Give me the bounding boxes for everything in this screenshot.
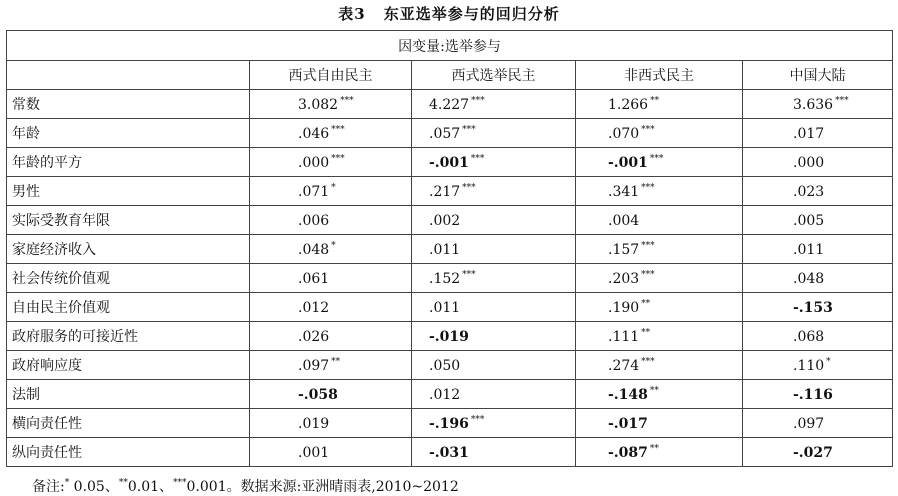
coefficient-value: -.153 bbox=[793, 299, 833, 316]
coefficient-cell bbox=[576, 409, 743, 438]
coefficient-value: 1.266 bbox=[608, 96, 649, 113]
table-row bbox=[7, 206, 893, 235]
row-label: 自由民主价值观 bbox=[7, 293, 250, 322]
table-row bbox=[7, 119, 893, 148]
significance-stars: ** bbox=[641, 327, 651, 338]
table-row bbox=[7, 148, 893, 177]
column-header: 非西式民主 bbox=[576, 61, 743, 90]
column-header: 中国大陆 bbox=[743, 61, 893, 90]
coefficient-value: .004 bbox=[608, 212, 640, 229]
row-label: 社会传统价值观 bbox=[7, 264, 250, 293]
coefficient-value: 4.227 bbox=[429, 96, 470, 113]
coefficient-cell bbox=[743, 322, 893, 351]
table-body bbox=[7, 31, 893, 467]
coefficient-cell bbox=[743, 380, 893, 409]
coefficient-cell bbox=[412, 322, 576, 351]
coefficient-value: .001 bbox=[298, 444, 330, 461]
column-header: 西式自由民主 bbox=[250, 61, 412, 90]
table-row bbox=[7, 177, 893, 206]
coefficient-value: .097 bbox=[793, 415, 825, 432]
coefficient-cell bbox=[250, 380, 412, 409]
coefficient-value: .006 bbox=[298, 212, 330, 229]
coefficient-value: .019 bbox=[298, 415, 330, 432]
coefficient-value: .048 bbox=[298, 241, 330, 258]
coefficient-cell bbox=[743, 90, 893, 119]
coefficient-cell bbox=[576, 206, 743, 235]
coefficient-value: -.001 bbox=[608, 154, 648, 171]
coefficient-value: -.196 bbox=[429, 415, 469, 432]
dependent-variable-row bbox=[7, 31, 893, 61]
coefficient-value: .274 bbox=[608, 357, 640, 374]
significance-stars: ** bbox=[650, 95, 660, 106]
row-label: 常数 bbox=[7, 90, 250, 119]
coefficient-value: .071 bbox=[298, 183, 330, 200]
coefficient-value: .152 bbox=[429, 270, 461, 287]
significance-stars: * bbox=[331, 240, 336, 251]
dependent-variable-cell: 因变量:选举参与 bbox=[7, 31, 893, 61]
table-row bbox=[7, 293, 893, 322]
coefficient-value: .011 bbox=[793, 241, 825, 258]
coefficient-cell bbox=[743, 438, 893, 467]
coefficient-value: .012 bbox=[429, 386, 461, 403]
coefficient-cell bbox=[576, 322, 743, 351]
coefficient-cell bbox=[412, 380, 576, 409]
coefficient-cell bbox=[743, 264, 893, 293]
column-header-row bbox=[7, 61, 893, 90]
significance-stars: *** bbox=[835, 95, 849, 106]
note-value-1: 0.05、 bbox=[69, 479, 119, 495]
row-label: 年龄的平方 bbox=[7, 148, 250, 177]
coefficient-value: .011 bbox=[429, 299, 461, 316]
coefficient-value: .050 bbox=[429, 357, 461, 374]
coefficient-cell bbox=[576, 264, 743, 293]
coefficient-cell bbox=[743, 177, 893, 206]
coefficient-value: -.058 bbox=[298, 386, 338, 403]
significance-stars: ** bbox=[649, 443, 659, 454]
coefficient-value: .110 bbox=[793, 357, 825, 374]
coefficient-cell bbox=[250, 409, 412, 438]
coefficient-cell bbox=[250, 322, 412, 351]
coefficient-value: .061 bbox=[298, 270, 330, 287]
note-star-3: *** bbox=[173, 478, 187, 488]
table-row bbox=[7, 380, 893, 409]
coefficient-cell bbox=[250, 206, 412, 235]
significance-stars: ** bbox=[649, 385, 659, 396]
coefficient-value: .026 bbox=[298, 328, 330, 345]
coefficient-value: -.017 bbox=[608, 415, 648, 432]
coefficient-cell bbox=[576, 119, 743, 148]
coefficient-value: .023 bbox=[793, 183, 825, 200]
coefficient-value: .017 bbox=[793, 125, 825, 142]
coefficient-cell bbox=[412, 351, 576, 380]
coefficient-cell bbox=[412, 264, 576, 293]
note-value-3: 0.001。数据来源:亚洲晴雨表,2010~2012 bbox=[186, 479, 459, 495]
significance-stars: *** bbox=[462, 182, 476, 193]
coefficient-cell bbox=[250, 177, 412, 206]
coefficient-value: .048 bbox=[793, 270, 825, 287]
coefficient-value: .203 bbox=[608, 270, 640, 287]
table-row bbox=[7, 351, 893, 380]
coefficient-cell bbox=[743, 351, 893, 380]
coefficient-value: -.087 bbox=[608, 444, 648, 461]
significance-stars: * bbox=[331, 182, 336, 193]
coefficient-cell bbox=[412, 119, 576, 148]
coefficient-value: .190 bbox=[608, 299, 640, 316]
coefficient-value: .005 bbox=[793, 212, 825, 229]
coefficient-cell bbox=[250, 293, 412, 322]
coefficient-value: -.148 bbox=[608, 386, 648, 403]
coefficient-cell bbox=[576, 351, 743, 380]
coefficient-value: .070 bbox=[608, 125, 640, 142]
coefficient-cell bbox=[412, 177, 576, 206]
table-title-text: 东亚选举参与的回归分析 bbox=[383, 5, 560, 23]
significance-stars: *** bbox=[641, 269, 655, 280]
significance-stars: *** bbox=[641, 182, 655, 193]
coefficient-cell bbox=[250, 235, 412, 264]
coefficient-cell bbox=[412, 409, 576, 438]
coefficient-value: .012 bbox=[298, 299, 330, 316]
note-value-2: 0.01、 bbox=[127, 479, 174, 495]
coefficient-cell bbox=[250, 148, 412, 177]
coefficient-value: .217 bbox=[429, 183, 461, 200]
significance-stars: * bbox=[826, 356, 831, 367]
coefficient-value: .000 bbox=[298, 154, 330, 171]
significance-stars: *** bbox=[470, 153, 485, 164]
coefficient-cell bbox=[576, 293, 743, 322]
significance-stars: *** bbox=[471, 95, 485, 106]
coefficient-value: .011 bbox=[429, 241, 461, 258]
table-number: 表3 bbox=[338, 5, 366, 23]
table-row bbox=[7, 264, 893, 293]
coefficient-value: .097 bbox=[298, 357, 330, 374]
column-header: 西式选举民主 bbox=[412, 61, 576, 90]
coefficient-value: 3.636 bbox=[793, 96, 834, 113]
coefficient-cell bbox=[412, 148, 576, 177]
coefficient-value: .341 bbox=[608, 183, 640, 200]
row-label: 政府服务的可接近性 bbox=[7, 322, 250, 351]
coefficient-cell bbox=[250, 90, 412, 119]
row-label: 法制 bbox=[7, 380, 250, 409]
row-label: 实际受教育年限 bbox=[7, 206, 250, 235]
coefficient-cell bbox=[250, 351, 412, 380]
coefficient-cell bbox=[412, 293, 576, 322]
note-star-1: * bbox=[64, 478, 70, 488]
coefficient-value: .111 bbox=[608, 328, 640, 345]
significance-stars: *** bbox=[641, 240, 655, 251]
coefficient-cell bbox=[576, 235, 743, 264]
coefficient-value: -.116 bbox=[793, 386, 833, 403]
coefficient-value: .157 bbox=[608, 241, 640, 258]
coefficient-cell bbox=[250, 264, 412, 293]
table-row bbox=[7, 235, 893, 264]
header-blank-cell bbox=[7, 61, 250, 90]
coefficient-cell bbox=[743, 293, 893, 322]
coefficient-cell bbox=[576, 90, 743, 119]
coefficient-value: -.031 bbox=[429, 444, 469, 461]
coefficient-cell bbox=[743, 409, 893, 438]
coefficient-cell bbox=[412, 206, 576, 235]
coefficient-value: 3.082 bbox=[298, 96, 339, 113]
significance-stars: *** bbox=[462, 124, 476, 135]
coefficient-cell bbox=[412, 90, 576, 119]
note-star-2: ** bbox=[118, 478, 128, 488]
significance-stars: *** bbox=[462, 269, 476, 280]
regression-table bbox=[6, 30, 893, 467]
table-row bbox=[7, 409, 893, 438]
table-title bbox=[0, 3, 898, 24]
coefficient-cell bbox=[576, 380, 743, 409]
row-label: 男性 bbox=[7, 177, 250, 206]
row-label: 政府响应度 bbox=[7, 351, 250, 380]
table-row bbox=[7, 322, 893, 351]
coefficient-value: .068 bbox=[793, 328, 825, 345]
coefficient-cell bbox=[250, 438, 412, 467]
significance-stars: *** bbox=[470, 414, 485, 425]
row-label: 纵向责任性 bbox=[7, 438, 250, 467]
table-row bbox=[7, 438, 893, 467]
row-label: 年龄 bbox=[7, 119, 250, 148]
row-label: 家庭经济收入 bbox=[7, 235, 250, 264]
table-row bbox=[7, 90, 893, 119]
coefficient-cell bbox=[743, 119, 893, 148]
coefficient-cell bbox=[576, 438, 743, 467]
significance-stars: *** bbox=[641, 356, 655, 367]
significance-stars: *** bbox=[331, 124, 345, 135]
coefficient-value: -.019 bbox=[429, 328, 469, 345]
significance-stars: *** bbox=[331, 153, 345, 164]
table-note bbox=[32, 476, 459, 496]
row-label: 横向责任性 bbox=[7, 409, 250, 438]
coefficient-cell bbox=[250, 119, 412, 148]
coefficient-cell bbox=[412, 438, 576, 467]
coefficient-cell bbox=[576, 148, 743, 177]
coefficient-value: -.001 bbox=[429, 154, 469, 171]
significance-stars: *** bbox=[641, 124, 655, 135]
significance-stars: *** bbox=[340, 95, 354, 106]
coefficient-value: -.027 bbox=[793, 444, 833, 461]
note-prefix: 备注: bbox=[32, 479, 65, 495]
coefficient-cell bbox=[412, 235, 576, 264]
coefficient-value: .002 bbox=[429, 212, 461, 229]
coefficient-cell bbox=[743, 148, 893, 177]
coefficient-cell bbox=[576, 177, 743, 206]
coefficient-value: .046 bbox=[298, 125, 330, 142]
significance-stars: *** bbox=[649, 153, 664, 164]
coefficient-value: .057 bbox=[429, 125, 461, 142]
coefficient-cell bbox=[743, 206, 893, 235]
coefficient-cell bbox=[743, 235, 893, 264]
significance-stars: ** bbox=[331, 356, 341, 367]
significance-stars: ** bbox=[641, 298, 651, 309]
coefficient-value: .000 bbox=[793, 154, 825, 171]
